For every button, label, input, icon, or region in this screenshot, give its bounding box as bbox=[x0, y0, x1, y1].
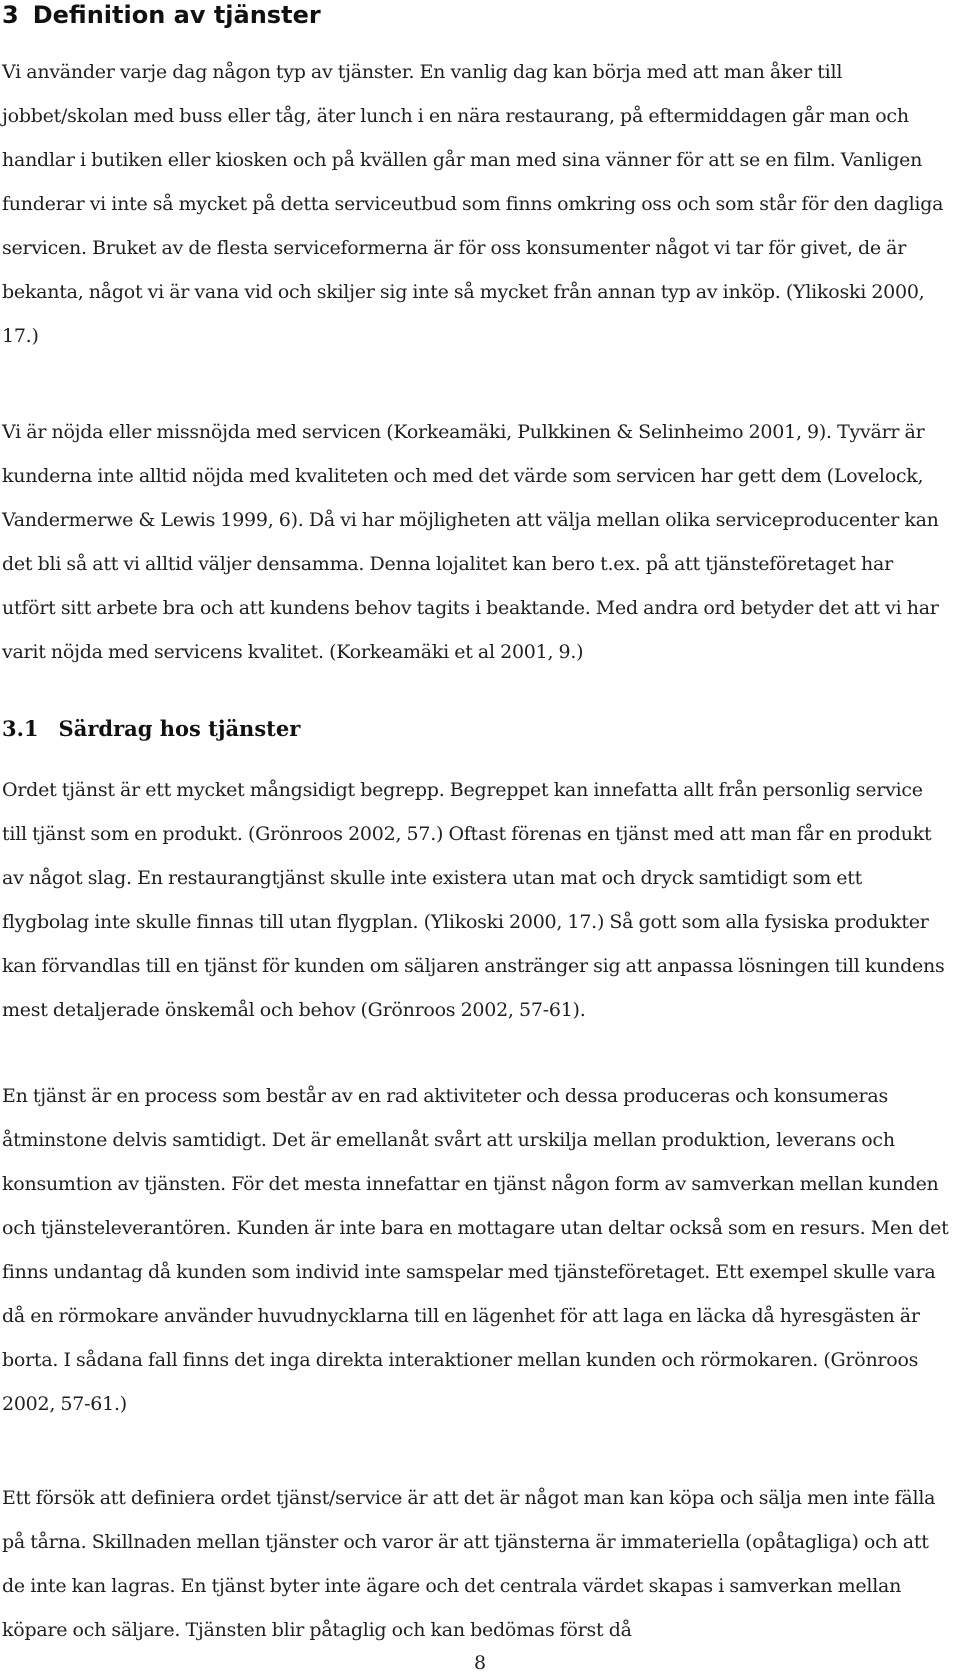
subsection-heading bbox=[2, 714, 300, 744]
paragraph-1: Vi använder varje dag någon typ av tjänster. En vanlig dag kan börja med att man åker till jobbet/skolan med buss eller tåg, äter lunch i en nära restaurang, på eftermiddagen går man och handlar i butiken eller kiosken och på kvällen går man med sina vänner för att se en film. Vanligen funderar vi inte så mycket på detta serviceutbud som finns omkring oss och som står för den dagliga servicen. Bruket av de flesta serviceformerna är för oss konsumenter något vi tar för givet, de är bekanta, något vi är vana vid och skiljer sig inte så mycket från annan typ av inköp. (Ylikoski 2000, 17.) bbox=[2, 61, 944, 347]
subsection-number: 3.1 bbox=[2, 716, 39, 741]
paragraph-2: Vi är nöjda eller missnöjda med servicen (Korkeamäki, Pulkkinen & Selinheimo 2001, 9). Tyvärr är kunderna inte alltid nöjda med kvaliteten och med det värde som servicen har gett dem (Lovelock, Vandermerwe & Lewis 1999, 6). Då vi har möjligheten att välja mellan olika serviceproducenter kan det bli så att vi alltid väljer densamma. Denna lojalitet kan bero t.ex. på att tjänsteföretaget har utfört sitt arbete bra och att kundens behov tagits i beaktande. Med andra ord betyder det att vi har varit nöjda med servicens kvalitet. (Korkeamäki et al 2001, 9.) bbox=[2, 421, 939, 663]
page-number: 8 bbox=[473, 1652, 487, 1674]
paragraph-3: Ordet tjänst är ett mycket mångsidigt begrepp. Begreppet kan innefatta allt från personlig service till tjänst som en produkt. (Grönroos 2002, 57.) Oftast förenas en tjänst med att man får en produkt av något slag. En restaurangtjänst skulle inte existera utan mat och dryck samtidigt som ett flygbolag inte skulle finnas till utan flygplan. (Ylikoski 2000, 17.) Så gott som alla fysiska produkter kan förvandlas till en tjänst för kunden om säljaren anstränger sig att anpassa lösningen till kundens mest detaljerade önskemål och behov (Grönroos 2002, 57-61). bbox=[2, 779, 945, 1021]
subsection-title: Särdrag hos tjänster bbox=[58, 716, 301, 741]
section-number: 3 bbox=[2, 1, 19, 29]
section-heading bbox=[2, 0, 321, 30]
paragraph-4: En tjänst är en process som består av en rad aktiviteter och dessa produceras och konsumeras åtminstone delvis samtidigt. Det är emellanåt svårt att urskilja mellan produktion, leverans och konsumtion av tjänsten. För det mesta innefattar en tjänst någon form av samverkan mellan kunden och tjänsteleverantören. Kunden är inte bara en mottagare utan deltar också som en resurs. Men det finns undantag då kunden som individ inte samspelar med tjänsteföretaget. Ett exempel skulle vara då en rörmokare använder huvudnycklarna till en lägenhet för att laga en läcka då hyresgästen är borta. I sådana fall finns det inga direkta interaktioner mellan kunden och rörmokaren. (Grönroos 2002, 57-61.) bbox=[2, 1085, 949, 1415]
section-title: Definition av tjänster bbox=[32, 1, 321, 29]
paragraph-5: Ett försök att definiera ordet tjänst/service är att det är något man kan köpa och sälja men inte fälla på tårna. Skillnaden mellan tjänster och varor är att tjänsterna är immateriella (opåtagliga) och att de inte kan lagras. En tjänst byter inte ägare och det centrala värdet skapas i samverkan mellan köpare och säljare. Tjänsten blir påtaglig och kan bedömas först då bbox=[2, 1487, 936, 1641]
